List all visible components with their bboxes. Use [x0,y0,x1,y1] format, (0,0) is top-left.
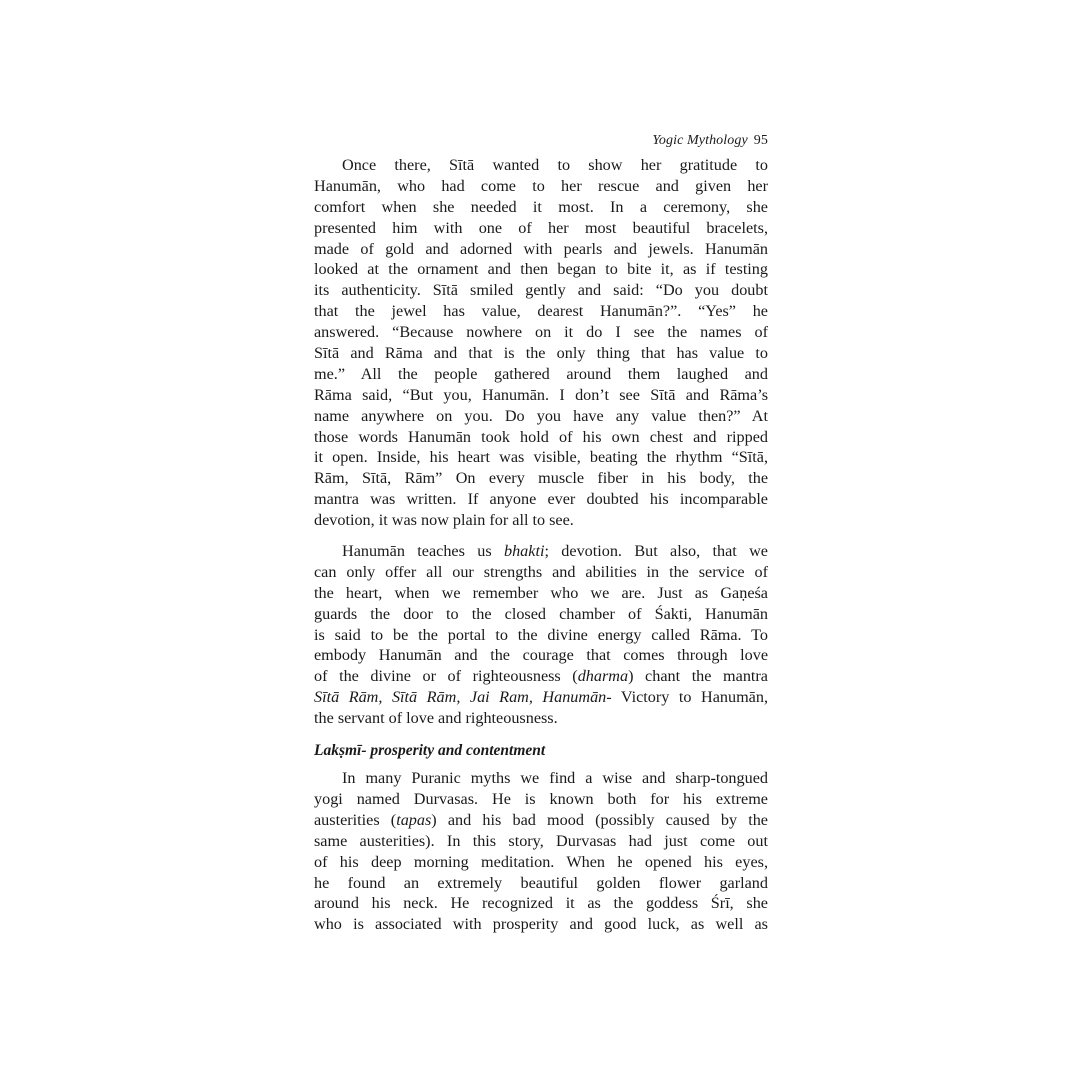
text-line: of the divine or of righteousness (dharma) chant the mantra [314,667,768,686]
paragraph-hanuman-bracelet [314,155,768,531]
text-line: around his neck. He recognized it as the goddess Śrī, she [314,894,768,913]
text-line: Rāma said, “But you, Hanumān. I don’t see Sītā and Rāma’s [314,385,768,404]
text-line: presented him with one of her most beautiful bracelets, [314,218,768,237]
text-line: Hanumān teaches us bhakti; devotion. But also, that we [342,542,768,561]
text-line: of his deep morning meditation. When he opened his eyes, [314,852,768,871]
text-line: it open. Inside, his heart was visible, beating the rhythm “Sītā, [314,448,768,467]
text-line: Rām, Sītā, Rām” On every muscle fiber in his body, the [314,469,768,488]
text-line: Once there, Sītā wanted to show her gratitude to [342,156,768,174]
text-line: the servant of love and righteousness. [314,709,558,728]
text-line: yogi named Durvasas. He is known both for his extreme [314,789,768,808]
text-line: looked at the ornament and then began to bite it, as if testing [314,260,768,279]
text-line: its authenticity. Sītā smiled gently and said: “Do you doubt [314,281,768,300]
section-heading: Lakṣmī- prosperity and contentment [314,742,546,760]
text-line: made of gold and adorned with pearls and jewels. Hanumān [314,239,768,258]
italic-term: dharma [577,667,629,686]
text-line: devotion, it was now plain for all to see. [314,511,574,530]
book-page [314,131,768,961]
italic-term: bhakti [503,542,545,561]
text-line: Hanumān, who had come to her rescue and given her [314,176,768,195]
text-line: Sītā and Rāma and that is the only thing that has value to [314,344,768,363]
text-line: is said to be the portal to the divine energy called Rāma. To [314,625,768,644]
text-line: who is associated with prosperity and good luck, as well as [314,915,768,934]
text-line: can only offer all our strengths and abilities in the service of [314,562,768,581]
text-line: the heart, when we remember who we are. Just as Gaṇeśa [314,583,768,602]
text-line: name anywhere on you. Do you have any value then?” At [314,406,768,425]
text-line: that the jewel has value, dearest Hanumān?”. “Yes” he [314,302,768,321]
mantra-text: Sītā Rām, Sītā Rām, Jai Ram, Hanumān [314,688,607,707]
text-line: same austerities). In this story, Durvasas had just come out [314,831,768,850]
text-line: those words Hanumān took hold of his own chest and ripped [314,427,768,446]
running-head-title: Yogic Mythology [652,133,748,148]
text-line: Sītā Rām, Sītā Rām, Jai Ram, Hanumān- Victory to Hanumān, [314,688,768,707]
text-line: austerities (tapas) and his bad mood (possibly caused by the [314,810,768,829]
text-line: In many Puranic myths we find a wise and sharp-tongued [342,769,768,788]
running-head [314,131,768,155]
text-line: embody Hanumān and the courage that comes through love [314,646,768,665]
text-line: guards the door to the closed chamber of Śakti, Hanumān [314,604,768,623]
text-line: comfort when she needed it most. In a ceremony, she [314,197,768,216]
text-line: me.” All the people gathered around them laughed and [314,364,768,383]
paragraph-hanuman-bhakti [314,541,768,729]
text-line: mantra was written. If anyone ever doubted his incomparable [314,490,768,509]
text-line: he found an extremely beautiful golden flower garland [314,873,768,892]
text-line: answered. “Because nowhere on it do I see the names of [314,323,768,342]
page-number: 95 [753,133,768,148]
italic-term: tapas [396,810,432,829]
paragraph-durvasas [314,768,768,935]
